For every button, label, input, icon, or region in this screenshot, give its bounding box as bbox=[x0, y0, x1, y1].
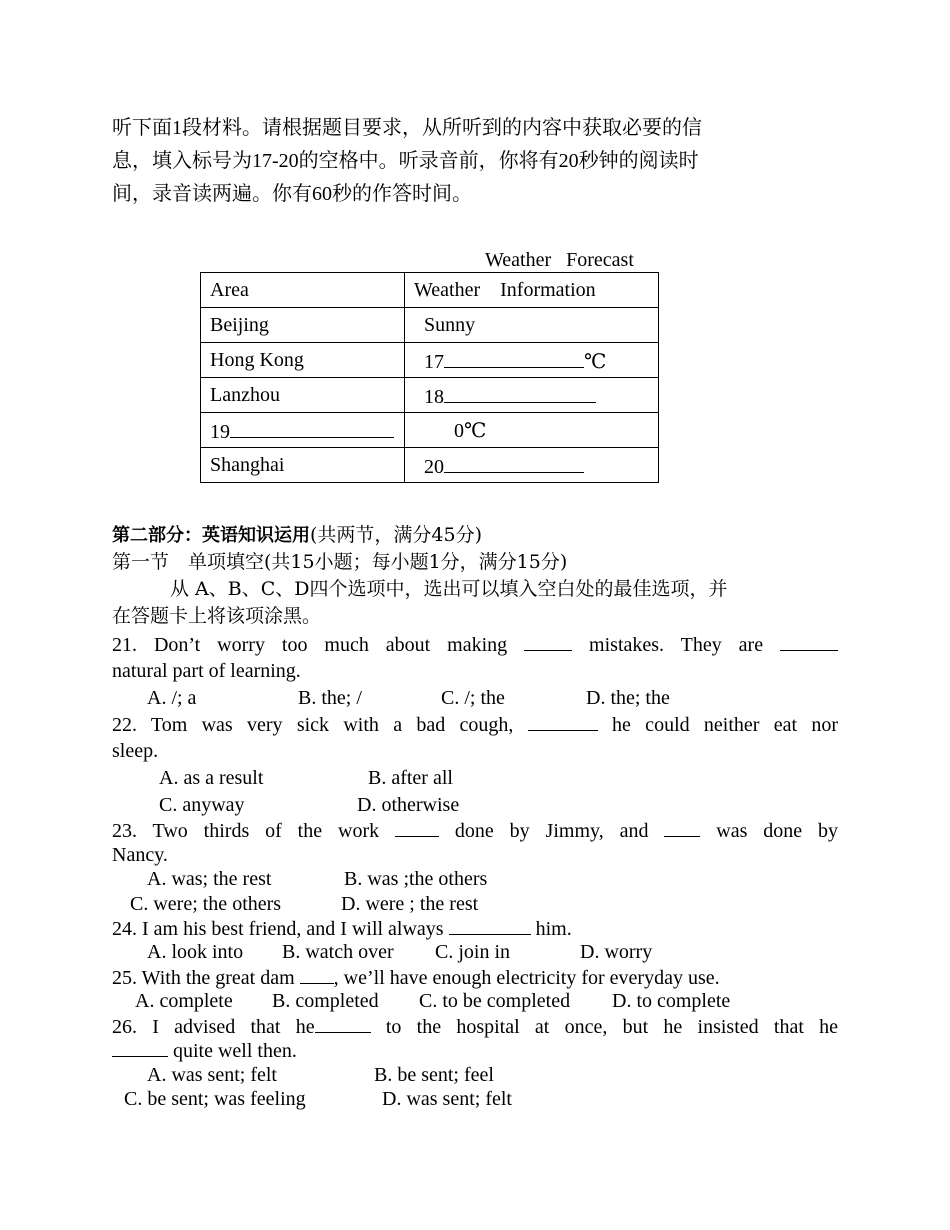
question-blank[interactable] bbox=[780, 632, 838, 651]
answer-blank[interactable] bbox=[444, 381, 596, 403]
question-blank[interactable] bbox=[315, 1014, 371, 1033]
question-text: mistakes. They are bbox=[589, 634, 764, 656]
question-text: to the hospital at once, but he insisted that he bbox=[385, 1016, 839, 1038]
instruction-line: 息，填入标号为17-20的空格中。听录音前，你将有20秒钟的阅读时 bbox=[112, 150, 699, 172]
weather-cell bbox=[405, 378, 659, 413]
listening-instructions bbox=[112, 112, 812, 211]
option-a[interactable]: A. look into bbox=[147, 941, 244, 963]
table-row bbox=[201, 343, 659, 378]
weather-cell bbox=[405, 413, 659, 448]
answer-blank[interactable] bbox=[444, 451, 584, 473]
option-c[interactable]: C. /; the bbox=[441, 687, 505, 709]
instruction-line: 间，录音读两遍。你有60秒的作答时间。 bbox=[112, 183, 472, 205]
question-blank[interactable] bbox=[528, 712, 598, 731]
subsection-heading: 第一节 单项填空(共15小题；每小题1分，满分15分) bbox=[112, 551, 568, 573]
question-text: quite well then. bbox=[173, 1040, 297, 1062]
weather-value: 0℃ bbox=[454, 419, 487, 442]
blank-number: 18 bbox=[424, 386, 444, 408]
weather-value: Sunny bbox=[424, 313, 476, 336]
blank-number: 17 bbox=[424, 351, 444, 373]
blank-number: 20 bbox=[424, 456, 444, 478]
option-d[interactable]: D. was sent; felt bbox=[382, 1088, 512, 1110]
option-a[interactable]: A. complete bbox=[135, 990, 233, 1012]
question-text: 24. I am his best friend, and I will always bbox=[112, 918, 444, 940]
weather-cell bbox=[405, 308, 659, 343]
area-cell bbox=[201, 413, 405, 448]
section-instruction: 从 A、B、C、D四个选项中，选出可以填入空白处的最佳选项，并 bbox=[170, 578, 728, 600]
option-b[interactable]: B. after all bbox=[368, 767, 453, 789]
table-title: Weather Forecast bbox=[485, 249, 634, 271]
answer-blank[interactable] bbox=[444, 346, 584, 368]
option-d[interactable]: D. otherwise bbox=[357, 794, 460, 816]
area-cell: Shanghai bbox=[201, 448, 405, 483]
question-text: , we’ll have enough electricity for everyday use. bbox=[333, 967, 720, 989]
option-a[interactable]: A. was; the rest bbox=[147, 868, 272, 890]
option-b[interactable]: B. the; / bbox=[298, 687, 362, 709]
header-weather-information: Weather Information bbox=[405, 273, 659, 308]
table-header-row bbox=[201, 273, 659, 308]
option-c[interactable]: C. be sent; was feeling bbox=[124, 1088, 306, 1110]
question-text: was done by bbox=[716, 820, 839, 842]
question-blank[interactable] bbox=[524, 632, 572, 651]
option-a[interactable]: A. was sent; felt bbox=[147, 1064, 277, 1086]
section-instruction: 在答题卡上将该项涂黑。 bbox=[112, 605, 322, 627]
option-c[interactable]: C. join in bbox=[435, 941, 511, 963]
section-title: 第二部分：英语知识运用 bbox=[112, 525, 310, 546]
option-c[interactable]: C. anyway bbox=[159, 794, 245, 816]
table-row bbox=[201, 308, 659, 343]
option-d[interactable]: D. the; the bbox=[586, 687, 670, 709]
option-b[interactable]: B. was ;the others bbox=[344, 868, 488, 890]
question-21 bbox=[112, 632, 838, 658]
weather-cell bbox=[405, 343, 659, 378]
question-text: he could neither eat nor bbox=[612, 714, 839, 736]
question-text: 23. Two thirds of the work bbox=[112, 820, 380, 842]
weather-forecast-table bbox=[200, 272, 659, 483]
question-text: done by Jimmy, and bbox=[454, 820, 649, 842]
question-text: 21. Don’t worry too much about making bbox=[112, 634, 508, 656]
table-row bbox=[201, 448, 659, 483]
question-23 bbox=[112, 818, 838, 844]
question-blank[interactable] bbox=[300, 965, 334, 984]
area-cell: Lanzhou bbox=[201, 378, 405, 413]
question-text: 25. With the great dam bbox=[112, 967, 295, 989]
question-blank[interactable] bbox=[395, 818, 439, 837]
question-blank[interactable] bbox=[112, 1038, 168, 1057]
area-cell: Hong Kong bbox=[201, 343, 405, 378]
question-26 bbox=[112, 1014, 838, 1040]
question-text: 26. I advised that he bbox=[112, 1016, 315, 1038]
section-score: (共两节，满分45分) bbox=[310, 524, 483, 546]
question-blank[interactable] bbox=[449, 916, 531, 935]
table-row bbox=[201, 378, 659, 413]
question-text: 22. Tom was very sick with a bad cough, bbox=[112, 714, 514, 736]
option-d[interactable]: D. worry bbox=[580, 941, 653, 963]
table-row bbox=[201, 413, 659, 448]
answer-blank[interactable] bbox=[230, 416, 394, 438]
option-d[interactable]: D. to complete bbox=[612, 990, 731, 1012]
weather-cell bbox=[405, 448, 659, 483]
option-d[interactable]: D. were ; the rest bbox=[341, 893, 479, 915]
option-c[interactable]: C. to be completed bbox=[419, 990, 571, 1012]
unit-celsius: ℃ bbox=[584, 351, 607, 373]
question-text: Nancy. bbox=[112, 844, 168, 866]
area-cell: Beijing bbox=[201, 308, 405, 343]
question-text: natural part of learning. bbox=[112, 660, 301, 682]
option-c[interactable]: C. were; the others bbox=[130, 893, 282, 915]
option-b[interactable]: B. completed bbox=[272, 990, 379, 1012]
question-blank[interactable] bbox=[664, 818, 700, 837]
question-22 bbox=[112, 712, 838, 738]
question-text: sleep. bbox=[112, 740, 159, 762]
option-a[interactable]: A. /; a bbox=[147, 687, 197, 709]
option-b[interactable]: B. watch over bbox=[282, 941, 394, 963]
question-line bbox=[112, 1038, 838, 1064]
blank-number: 19 bbox=[210, 421, 230, 443]
instruction-line: 听下面1段材料。请根据题目要求，从所听到的内容中获取必要的信 bbox=[112, 117, 702, 139]
question-24 bbox=[112, 916, 838, 942]
question-25 bbox=[112, 965, 838, 991]
question-text: him. bbox=[535, 918, 572, 940]
header-area: Area bbox=[201, 273, 405, 308]
option-a[interactable]: A. as a result bbox=[159, 767, 264, 789]
section-heading bbox=[112, 523, 838, 548]
option-b[interactable]: B. be sent; feel bbox=[374, 1064, 494, 1086]
